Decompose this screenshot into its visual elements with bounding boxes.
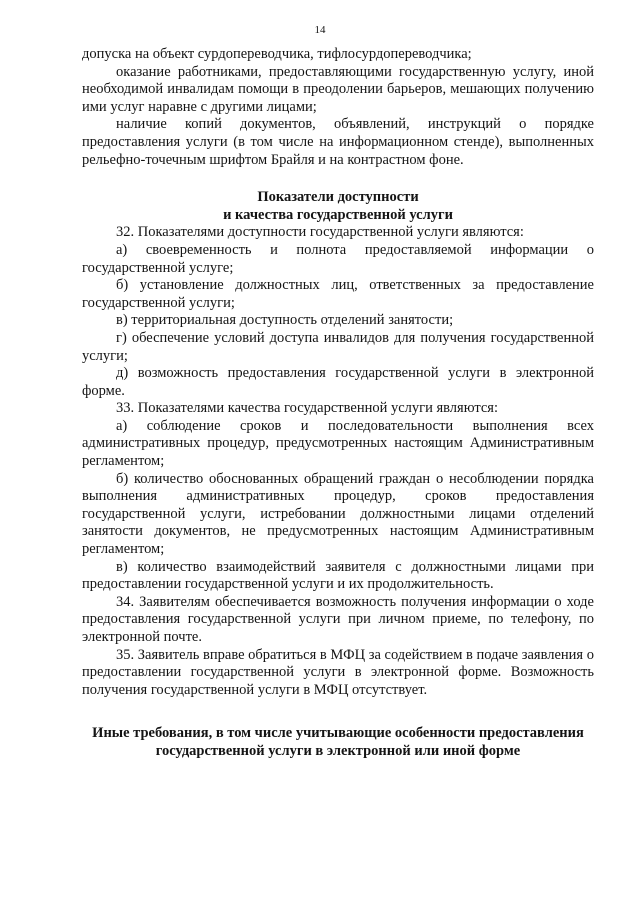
section-heading-line-1: Показатели доступности xyxy=(257,189,419,206)
section-heading-other-requirements xyxy=(72,725,604,760)
paragraph-32-v: в) территориальная доступность отделений занятости; xyxy=(116,312,454,329)
paragraph-32-d: д) возможность предоставления государственной услуги в электронной форме. xyxy=(82,365,594,399)
paragraph-32-g: г) обеспечение условий доступа инвалидов для получения государственной услуги; xyxy=(82,329,594,364)
paragraph-35: 35. Заявитель вправе обратиться в МФЦ за содействием в подаче заявления о предоставлении государственной услуги в электронной форме. Возможность получения государственной услуги в МФЦ отсутствует. xyxy=(82,646,594,698)
paragraph-32: 32. Показателями доступности государственной услуги являются: xyxy=(116,224,524,241)
paragraph-32-a: а) своевременность и полнота предоставляемой информации о государственной услуге; xyxy=(82,241,594,276)
paragraph-34: 34. Заявителям обеспечивается возможность получения информации о ходе предоставления государственной услуги при личном приеме, по телефону, по электронной почте. xyxy=(82,593,594,645)
section-heading-line-2: государственной услуги в электронной или иной форме xyxy=(155,742,521,759)
section-heading-line-1: Иные требования, в том числе учитывающие особенности предоставления xyxy=(92,725,584,742)
paragraph-33-v: в) количество взаимодействий заявителя с должностными лицами при предоставлении государственной услуги и их продолжительность. xyxy=(82,558,594,593)
page-number: 14 xyxy=(314,24,326,36)
paragraph-32-b: б) установление должностных лиц, ответственных за предоставление государственной услуги; xyxy=(82,277,594,311)
intro-paragraph-2: оказание работниками, предоставляющими государственную услугу, иной необходимой инвалидам помощи в преодолении барьеров, мешающих получению ими услуг наравне с другими лицами; xyxy=(82,63,594,115)
section-heading-line-2: и качества государственной услуги xyxy=(223,206,453,223)
intro-paragraph-1: допуска на объект сурдопереводчика, тифлосурдопереводчика; xyxy=(82,46,472,62)
paragraph-33-a: а) соблюдение сроков и последовательности выполнения всех административных процедур, предусмотренных настоящим Административным регламентом; xyxy=(82,417,594,470)
paragraph-33: 33. Показателями качества государственной услуги являются: xyxy=(116,400,499,417)
intro-paragraph-3: наличие копий документов, объявлений, инструкций о порядке предоставления услуги (в том числе на информационном стенде), выполненных рельефно-точечным шрифтом Брайля и на контрастном фоне. xyxy=(82,116,594,168)
document-body xyxy=(82,46,594,761)
paragraph-33-b: б) количество обоснованных обращений граждан о несоблюдении порядка выполнения административных процедур, сроков предоставления государственной услуги, истребовании должностными лицами отделений занятости документов, не предусмотренных настоящим Административным регламентом; xyxy=(82,470,594,558)
section-heading-accessibility xyxy=(82,189,594,224)
